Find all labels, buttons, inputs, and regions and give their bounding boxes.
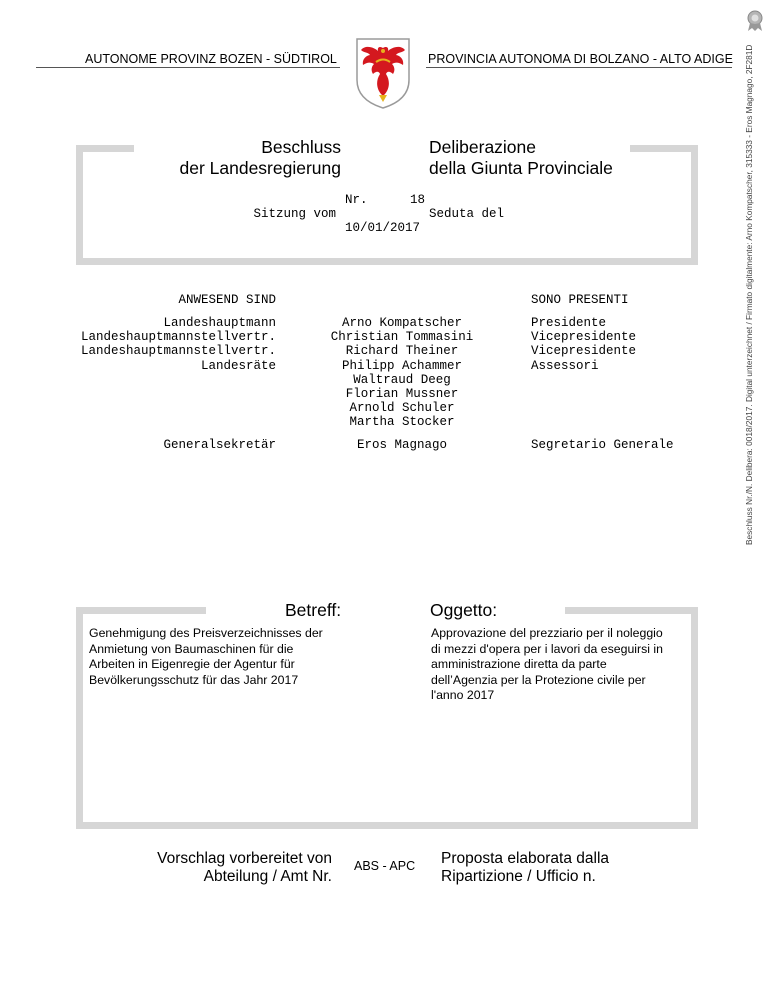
secretary-de: Generalsekretär bbox=[163, 438, 276, 452]
digital-signature-stamp: Beschluss Nr./N. Delibera: 0018/2017. Digital unterzeichnet / Firmato digitalmente: Arno Kompatscher, 315333 - Eros Magnago, 2F281D bbox=[744, 44, 754, 545]
nr-value: 18 bbox=[410, 193, 426, 207]
header-right-title: PROVINCIA AUTONOMA DI BOLZANO - ALTO ADIGE bbox=[428, 52, 733, 66]
frame-left bbox=[76, 145, 83, 265]
proposal-it: Proposta elaborata dalla Ripartizione / Ufficio n. bbox=[441, 850, 610, 885]
subject-heading-it: Oggetto: bbox=[430, 600, 498, 620]
frame-bottom bbox=[76, 258, 698, 265]
subject-frame-bottom bbox=[76, 822, 698, 829]
session-date: 10/01/2017 bbox=[345, 221, 421, 235]
attendance-heading-it: SONO PRESENTI bbox=[531, 293, 629, 307]
frame-top-left bbox=[76, 145, 134, 152]
subject-text-it: Approvazione del prezziario per il noleggio di mezzi d'opera per i lavori da eseguirsi in amministrazione diretta da parte dell’Agenzia per la Protezione civile per l'anno 2017 bbox=[431, 626, 664, 703]
roles-de: Landeshauptmann Landeshauptmannstellvertr. Landeshauptmannstellvertr. Landesräte bbox=[80, 316, 276, 373]
seduta-label: Seduta del bbox=[429, 207, 505, 221]
subject-frame-left bbox=[76, 607, 83, 829]
coat-of-arms-emblem bbox=[354, 36, 412, 110]
title-it: Deliberazione della Giunta Provinciale bbox=[429, 137, 613, 178]
frame-right bbox=[691, 145, 698, 265]
sitzung-label: Sitzung vom bbox=[253, 207, 336, 221]
proposal-code: ABS - APC bbox=[354, 859, 416, 873]
nr-label: Nr. bbox=[345, 193, 368, 207]
subject-text-de: Genehmigung des Preisverzeichnisses der Anmietung von Baumaschinen für die Arbeiten in Eigenregie der Agentur für Bevölkerungsschutz für das Jahr 2017 bbox=[89, 626, 323, 687]
member-names: Arno Kompatscher Christian Tommasini Richard Theiner Philipp Achammer Waltraud Deeg Florian Mussner Arnold Schuler Martha Stocker bbox=[330, 316, 474, 430]
secretary-it: Segretario Generale bbox=[531, 438, 674, 452]
title-de: Beschluss der Landesregierung bbox=[179, 137, 341, 178]
attendance-heading-de: ANWESEND SIND bbox=[178, 293, 276, 307]
seal-icon bbox=[746, 10, 764, 32]
roles-it: Presidente Vicepresidente Vicepresidente Assessori bbox=[531, 316, 637, 373]
header-left-rule bbox=[36, 67, 340, 68]
subject-frame-top-right bbox=[565, 607, 698, 614]
proposal-de: Vorschlag vorbereitet von Abteilung / Amt Nr. bbox=[157, 850, 332, 885]
header-right-rule bbox=[426, 67, 732, 68]
subject-frame-right bbox=[691, 607, 698, 829]
header-left-title: AUTONOME PROVINZ BOZEN - SÜDTIROL bbox=[85, 52, 337, 66]
subject-heading-de: Betreff: bbox=[285, 600, 342, 620]
subject-frame-top-left bbox=[76, 607, 206, 614]
secretary-name: Eros Magnago bbox=[356, 438, 447, 452]
